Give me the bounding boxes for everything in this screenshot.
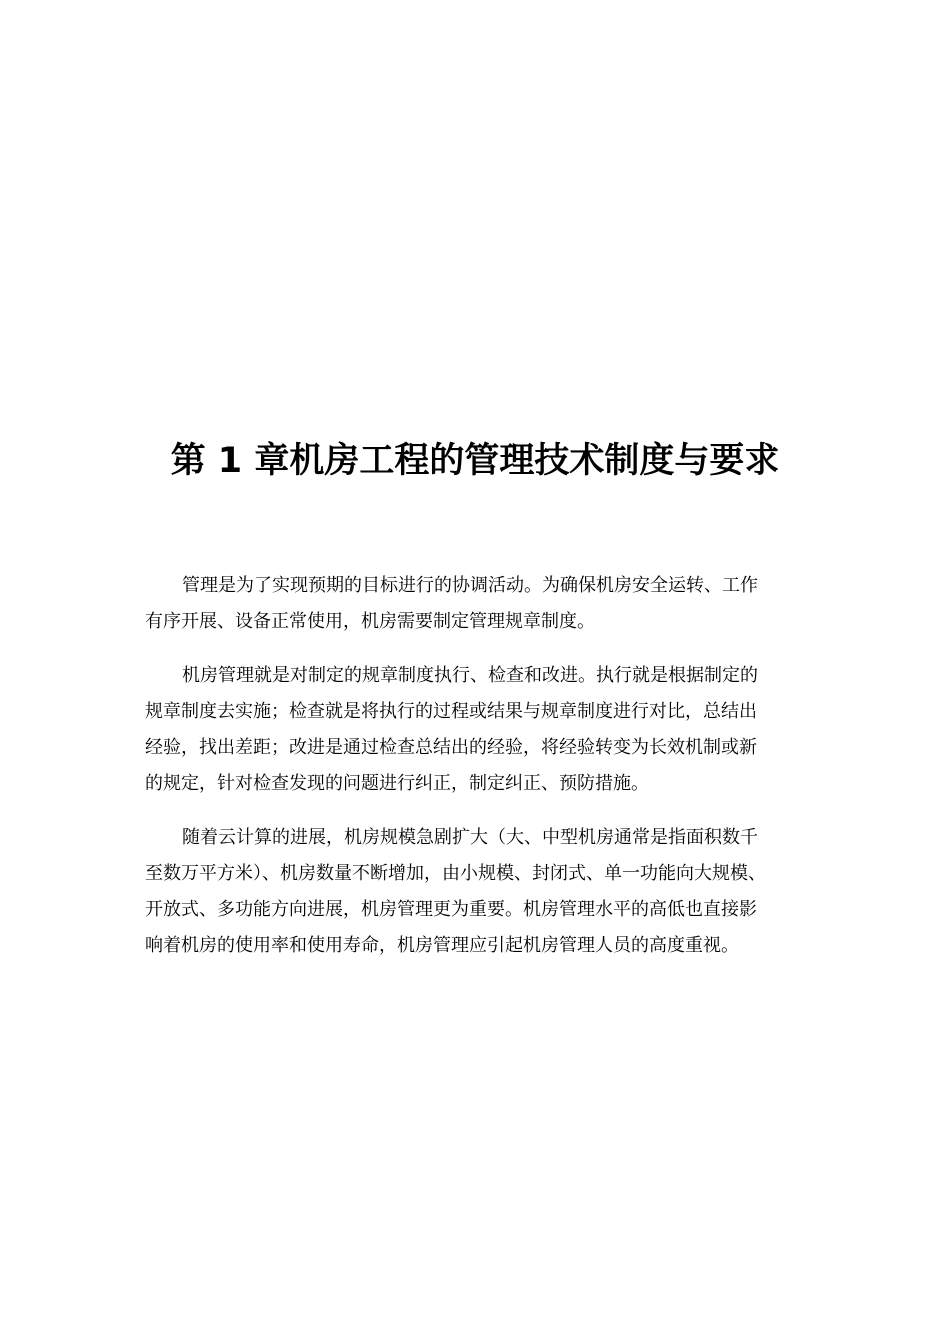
paragraph-3 <box>145 820 810 964</box>
document-body <box>145 568 810 982</box>
paragraph-2 <box>145 658 810 802</box>
paragraph-line: 机房管理就是对制定的规章制度执行、检查和改进。执行就是根据制定的 <box>182 665 758 686</box>
paragraph-line: 响着机房的使用率和使用寿命，机房管理应引起机房管理人员的高度重视。 <box>145 935 739 956</box>
paragraph-line: 的规定，针对检查发现的问题进行纠正，制定纠正、预防措施。 <box>145 773 649 794</box>
chapter-title: 第 1 章机房工程的管理技术制度与要求 <box>170 441 780 481</box>
paragraph-line: 随着云计算的进展，机房规模急剧扩大（大、中型机房通常是指面积数千 <box>182 827 758 848</box>
paragraph-line: 至数万平方米）、机房数量不断增加，由小规模、封闭式、单一功能向大规模、 <box>145 863 766 884</box>
paragraph-line: 管理是为了实现预期的目标进行的协调活动。为确保机房安全运转、工作 <box>182 575 758 596</box>
paragraph-line: 有序开展、设备正常使用，机房需要制定管理规章制度。 <box>145 611 595 632</box>
paragraph-line: 规章制度去实施；检查就是将执行的过程或结果与规章制度进行对比，总结出 <box>145 701 757 722</box>
paragraph-1 <box>145 568 810 640</box>
paragraph-line: 经验，找出差距；改进是通过检查总结出的经验，将经验转变为长效机制或新 <box>145 737 757 758</box>
paragraph-line: 开放式、多功能方向进展，机房管理更为重要。机房管理水平的高低也直接影 <box>145 899 757 920</box>
